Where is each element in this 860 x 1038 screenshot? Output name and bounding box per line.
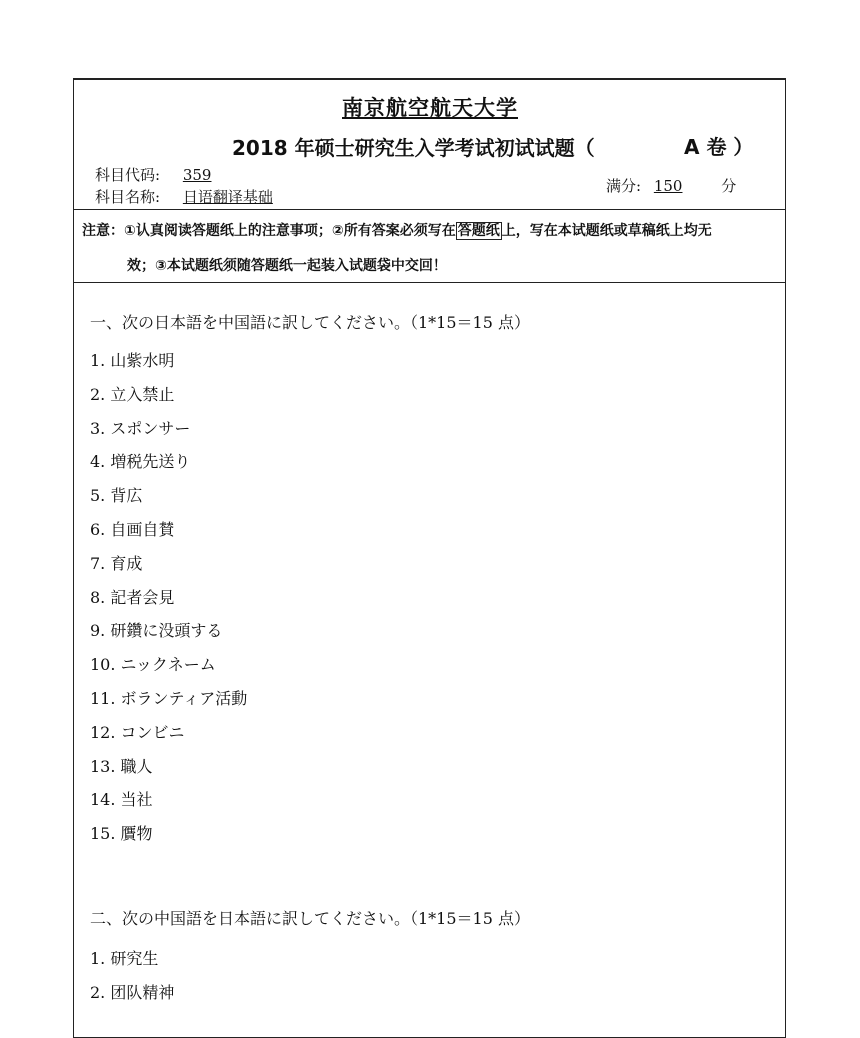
score-unit: 分 xyxy=(721,177,737,195)
notice-line-1-post: 上，写在本试题纸或草稿纸上均无 xyxy=(501,223,712,239)
section-1-item: 15. 贋物 xyxy=(90,824,153,844)
full-score-row xyxy=(606,175,736,196)
subject-name-label: 科目名称: xyxy=(95,188,161,206)
section-1-item: 7. 育成 xyxy=(90,553,143,573)
section-1-item: 6. 自画自賛 xyxy=(90,520,175,539)
subject-name-value: 日语翻译基础 xyxy=(182,188,273,206)
section-2-item: 2. 团队精神 xyxy=(90,983,175,1002)
subject-code-value: 359 xyxy=(182,166,212,184)
exam-title-text: 2018 年硕士研究生入学考试初试试题（ xyxy=(232,136,595,160)
section-1-item: 13. 職人 xyxy=(90,756,153,776)
notice-line-2: 效；③本试题纸须随答题纸一起装入试题袋中交回！ xyxy=(127,258,447,274)
notice-top-divider xyxy=(74,209,786,210)
subject-code-label: 科目代码: xyxy=(95,166,161,184)
section-1-heading: 一、次の日本語を中国語に訳してください。（1*15＝15 点） xyxy=(90,313,530,332)
exam-title xyxy=(232,132,754,161)
subject-name-row xyxy=(95,186,273,207)
section-1-item: 1. 山紫水明 xyxy=(90,351,175,370)
subject-code-row xyxy=(95,164,211,185)
full-score-value: 150 xyxy=(653,177,683,195)
full-score-label: 满分: xyxy=(606,177,642,195)
section-2-item: 1. 研究生 xyxy=(90,949,159,968)
section-1-item: 5. 背広 xyxy=(90,486,143,506)
notice-line-1 xyxy=(82,220,712,240)
notice-answer-sheet-boxed: 答题纸 xyxy=(457,223,500,239)
section-1-item: 4. 増税先送り xyxy=(90,452,191,472)
section-1-item: 3. スポンサー xyxy=(90,418,191,438)
notice-bottom-divider xyxy=(74,282,786,283)
section-1-item: 10. ニックネーム xyxy=(90,655,216,675)
section-1-item: 14. 当社 xyxy=(90,790,153,810)
section-1-item: 11. ボランティア活動 xyxy=(90,689,248,708)
university-name: 南京航空航天大学 xyxy=(342,96,518,120)
notice-line-1-pre: 注意：①认真阅读答题纸上的注意事项；②所有答案必须写在 xyxy=(82,223,456,239)
section-1-item: 9. 研鑽に没頭する xyxy=(90,621,223,641)
section-1-item: 8. 記者会見 xyxy=(90,587,175,607)
section-1-item: 2. 立入禁止 xyxy=(90,384,175,404)
section-1-item: 12. コンビニ xyxy=(90,722,185,742)
section-2-heading: 二、次の中国語を日本語に訳してください。（1*15＝15 点） xyxy=(90,909,530,928)
paper-label: A 卷 ） xyxy=(684,135,754,159)
